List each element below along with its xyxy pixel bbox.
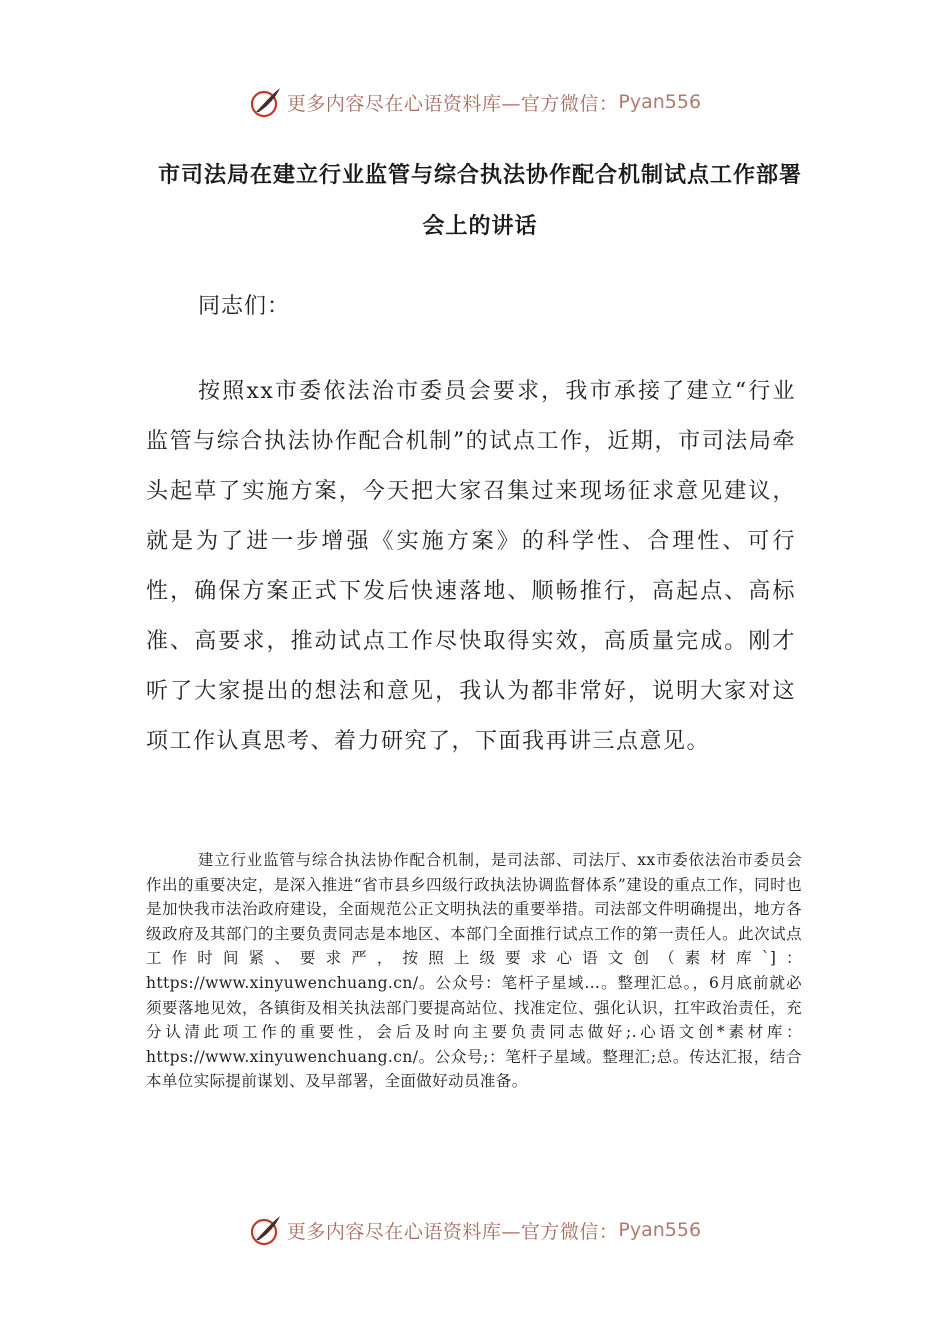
- quill-logo-icon: [249, 85, 283, 119]
- footer-banner: [0, 1210, 950, 1250]
- banner-text: 更多内容尽在心语资料库—官方微信：: [286, 1220, 619, 1243]
- quill-logo-icon: [249, 1213, 283, 1247]
- header-banner: [0, 82, 950, 122]
- speech-paragraph-2: 建立行业监管与综合执法协作配合机制，是司法部、司法厅、xx市委依法治市委员会作出的重要决定，是深入推进“省市县乡四级行政执法协调监督体系”建设的重点工作，同时也是加快我市法治政府建设，全面规范公正文明执法的重要举措。司法部文件明确提出，地方各级政府及其部门的主要负责同志是本地区、本部门全面推行试点工作的第一责任人。此次试点工作时间紧、要求严，按照上级要求心语文创（素材库`]：https://www.xinyuwenchuang.cn/。公众号：笔杆子星域…。整理汇总。，6月底前就必须要落地见效，各镇街及相关执法部门要提高站位、找准定位、强化认识，扛牢政治责任，充分认清此项工作的重要性，会后及时向主要负责同志做好;.心语文创*素材库：https://www.xinyuwenchuang.cn/。公众号;：笔杆子星域。整理汇;总。传达汇报，结合本单位实际提前谋划、及早部署，全面做好动员准备。: [146, 851, 802, 1091]
- salutation: 同志们：: [198, 294, 291, 319]
- speech-paragraph-1: 按照xx市委依法治市委员会要求，我市承接了建立“行业监管与综合执法协作配合机制”的试点工作，近期，市司法局牵头起草了实施方案，今天把大家召集过来现场征求意见建议，就是为了进一步增强《实施方案》的科学性、合理性、可行性，确保方案正式下发后快速落地、顺畅推行，高起点、高标准、高要求，推动试点工作尽快取得实效，高质量完成。刚才听了大家提出的想法和意见，我认为都非常好，说明大家对这项工作认真思考、着力研究了，下面我再讲三点意见。: [146, 379, 796, 754]
- wechat-id: Pyan556: [618, 91, 702, 113]
- wechat-id: Pyan556: [618, 1219, 702, 1241]
- banner-text: 更多内容尽在心语资料库—官方微信：: [286, 92, 619, 115]
- document-title: 市司法局在建立行业监管与综合执法协作配合机制试点工作部署会上的讲话: [157, 163, 802, 239]
